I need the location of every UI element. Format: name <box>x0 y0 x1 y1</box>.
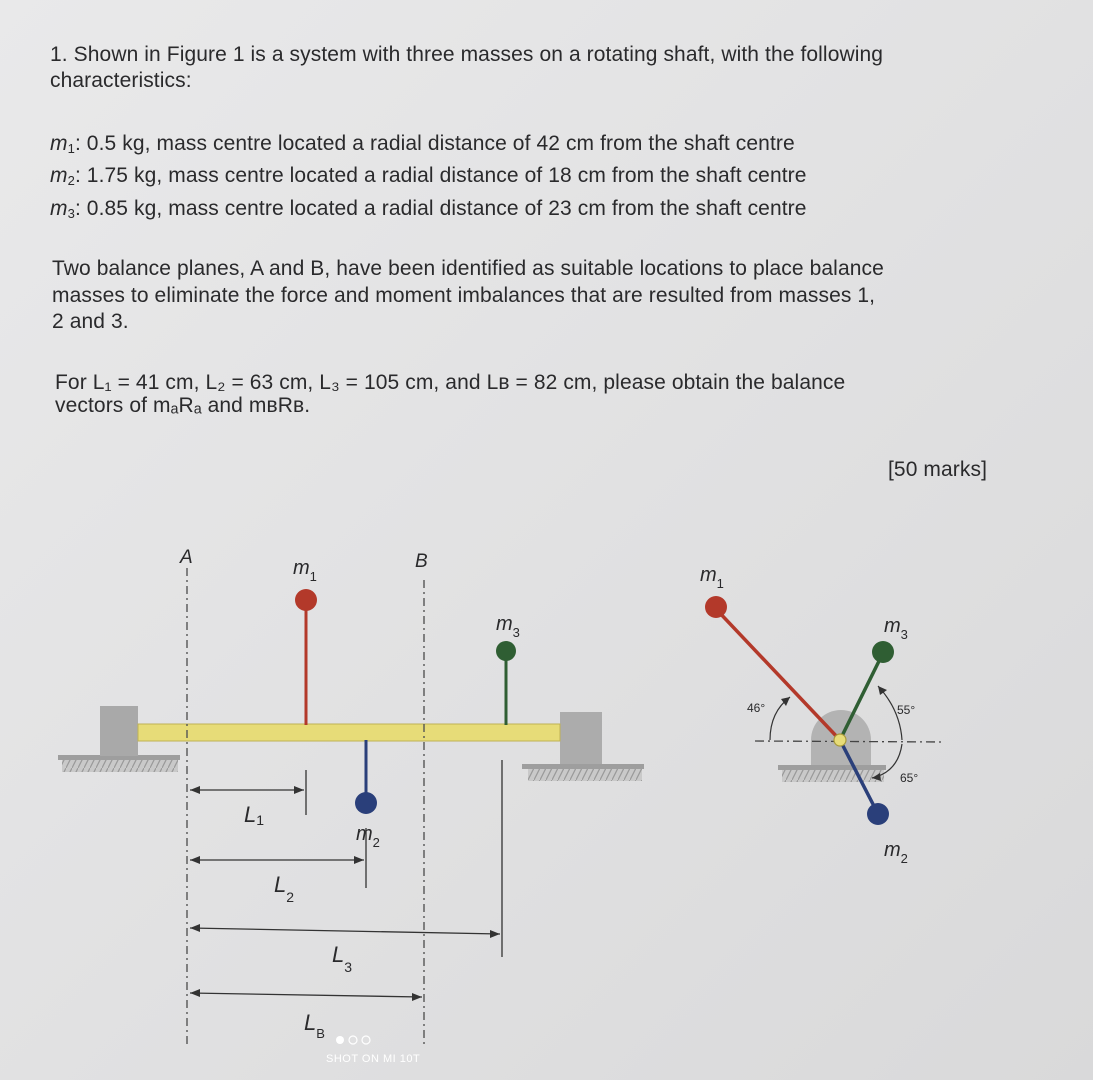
end-m3-label <box>884 615 908 642</box>
dim-l2-label <box>274 872 294 905</box>
m1-label <box>293 557 317 584</box>
planes-line3: 2 and 3. <box>52 310 129 333</box>
dim-l2-symbol: L <box>274 872 287 897</box>
end-m1-symbol: m <box>700 564 717 586</box>
given-line2: vectors of mₐRₐ and mʙRʙ. <box>55 394 311 417</box>
dim-lb-symbol: L <box>304 1010 317 1035</box>
dim-lb-arrow-right <box>412 993 422 1001</box>
end-m3-symbol: m <box>884 615 901 637</box>
dim-lb-label <box>304 1010 325 1041</box>
right-bearing <box>522 712 644 781</box>
mass-2-symbol: m <box>50 164 68 187</box>
mass-2-text: : 1.75 kg, mass centre located a radial distance of 18 cm from the shaft centre <box>74 164 807 187</box>
dim-l3-symbol: L <box>332 942 345 967</box>
marks-label: [50 marks] <box>888 458 988 481</box>
given-line1: For L₁ = 41 cm, L₂ = 63 cm, L₃ = 105 cm, and Lʙ = 82 cm, please obtain the balance <box>55 371 846 394</box>
dim-l2-subscript: 2 <box>286 889 295 905</box>
side-view <box>58 547 644 1048</box>
end-m2-label <box>884 839 908 866</box>
end-shaft-center <box>834 734 846 746</box>
plane-a-label: A <box>180 547 193 568</box>
dim-lb-subscript: B <box>316 1026 325 1041</box>
dim-l3-subscript: 3 <box>344 959 353 975</box>
end-bearing <box>778 710 886 782</box>
end-m1-subscript: 1 <box>716 576 724 591</box>
m1-symbol: m <box>293 557 310 579</box>
dim-l1-label <box>244 802 264 828</box>
dim-l2-arrow-left <box>190 856 200 864</box>
m3-ball <box>496 641 516 661</box>
dim-l3-label <box>332 942 352 975</box>
m2-subscript: 2 <box>372 835 380 850</box>
plane-b-label: B <box>415 551 428 572</box>
shaft <box>138 724 560 741</box>
planes-line1: Two balance planes, A and B, have been identified as suitable locations to place balance <box>52 257 884 280</box>
dim-l3-line <box>190 928 500 934</box>
end-m1-ball <box>705 596 727 618</box>
m3-symbol: m <box>496 613 513 635</box>
m1-ball <box>295 589 317 611</box>
angle-m2-label: 65° <box>900 771 919 785</box>
angle-m3-label: 55° <box>897 703 916 717</box>
end-m2-subscript: 2 <box>900 851 908 866</box>
angle-arc-m3-arrow <box>878 686 887 695</box>
end-m3-ball <box>872 641 894 663</box>
end-m1-label <box>700 564 724 591</box>
dim-l1-subscript: 1 <box>256 812 265 828</box>
mass-1-text: : 0.5 kg, mass centre located a radial distance of 42 cm from the shaft centre <box>74 132 795 155</box>
m2-ball <box>355 792 377 814</box>
dim-l3-arrow-left <box>190 924 200 932</box>
question-intro-line2: characteristics: <box>50 69 192 92</box>
dim-lb-line <box>190 993 422 997</box>
dim-l3-arrow-right <box>490 930 500 938</box>
m3-label <box>496 613 520 640</box>
dim-l1-symbol: L <box>244 802 257 827</box>
end-m3-subscript: 3 <box>900 627 908 642</box>
m2-label <box>356 823 380 850</box>
dim-l1-arrow-left <box>190 786 200 794</box>
end-m2-ball <box>867 803 889 825</box>
end-view <box>700 564 945 866</box>
mass-3-text: : 0.85 kg, mass centre located a radial distance of 23 cm from the shaft centre <box>74 197 807 220</box>
end-m1-rod <box>716 609 840 740</box>
m2-symbol: m <box>356 823 373 845</box>
end-m2-symbol: m <box>884 839 901 861</box>
m3-subscript: 3 <box>512 625 520 640</box>
mass-1-symbol: m <box>50 132 68 155</box>
dim-l2-arrow-right <box>354 856 364 864</box>
mass-3-symbol: m <box>50 197 68 220</box>
camera-watermark <box>326 1036 420 1065</box>
dim-l1-arrow-right <box>294 786 304 794</box>
planes-line2: masses to eliminate the force and moment imbalances that are resulted from masses 1, <box>52 284 876 307</box>
m1-subscript: 1 <box>309 569 317 584</box>
watermark-text: SHOT ON MI 10T <box>326 1053 421 1065</box>
angle-m1-label: 46° <box>747 701 766 715</box>
mass-1-subscript: 1 <box>67 141 75 156</box>
dim-lb-arrow-left <box>190 989 200 997</box>
mass-2-subscript: 2 <box>67 173 75 188</box>
mass-3-subscript: 3 <box>67 206 75 221</box>
question-intro-line1: 1. Shown in Figure 1 is a system with three masses on a rotating shaft, with the following <box>50 43 884 66</box>
